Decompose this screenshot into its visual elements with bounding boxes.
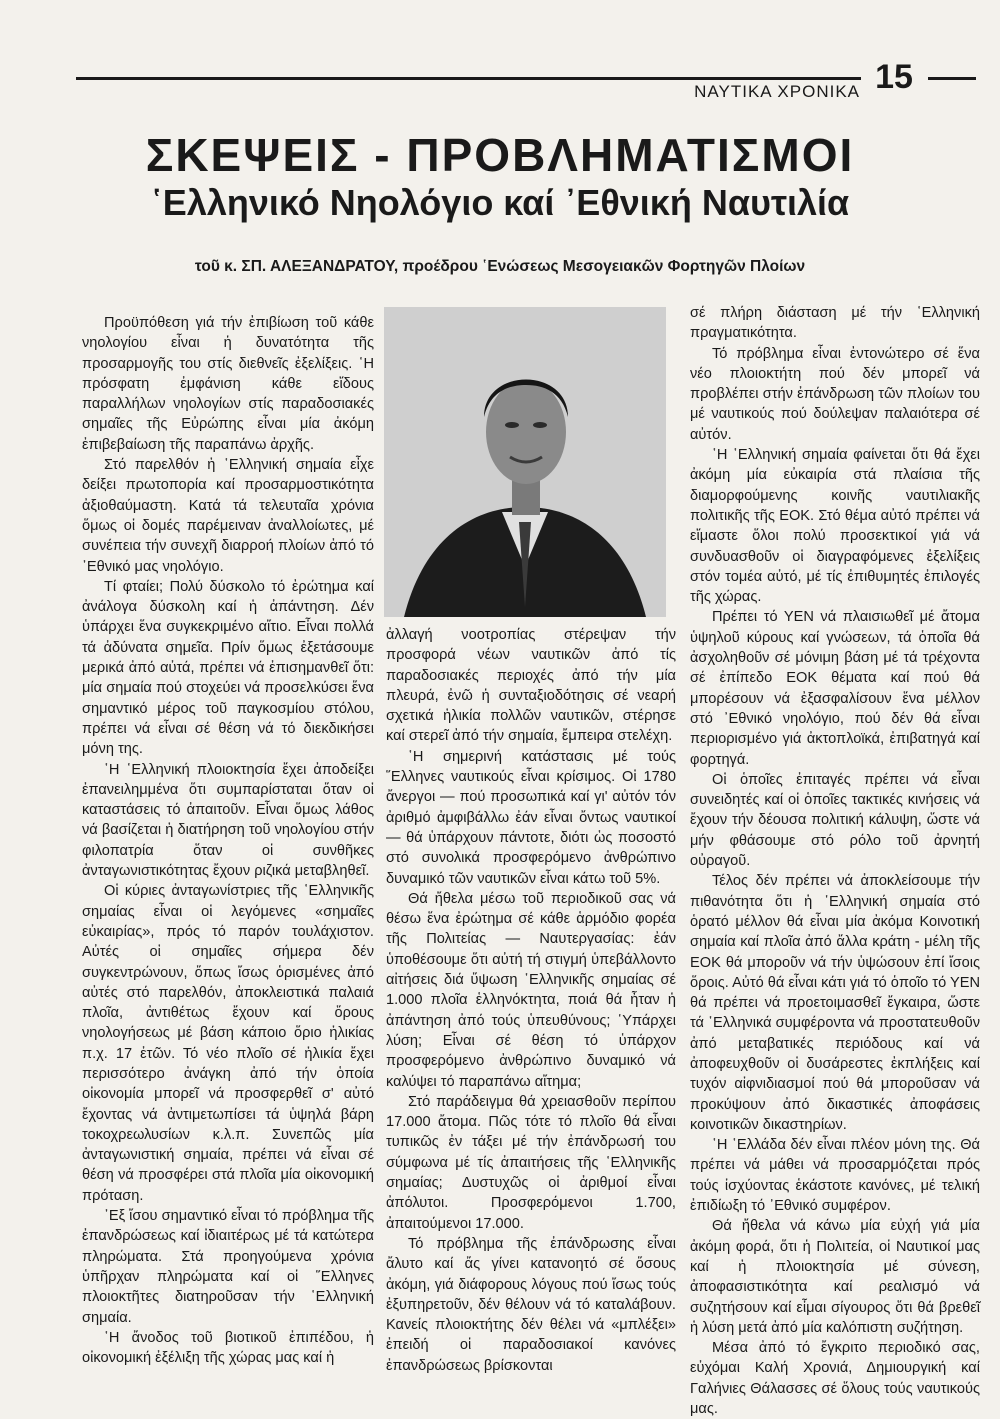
paragraph: σέ πλήρη διάσταση μέ τήν ῾Ελληνική πραγματικότητα. — [690, 305, 980, 342]
paragraph: ῾Η ῾Ελληνική σημαία φαίνεται ὅτι θά ἔχει ἀκόμη μία εὐκαιρία στά πλαίσια τῆς διαμορφούμενης κοινῆς ναυτιλιακῆς πολιτικῆς τῆς ΕΟΚ. Στό θέμα αὐτό πρέπει νά εἴμαστε ὅλοι πολύ προσεκτικοί γιά νά συνδυασθοῦν οἱ διαγραφόμενες ἐξελίξεις στόν τομέα αὐτό, μέ τίς ἐπιθυμητές ἐπιλογές τῆς χώρας. — [690, 447, 980, 606]
paragraph: ἀλλαγή νοοτροπίας στέρεψαν τήν προσφορά νέων ναυτικῶν ἀπό τίς παραδοσιακές περιοχές ἀπό τήν μία πλευρά, ἐνῶ ἡ συνταξιοδότησις σέ νεαρή σχετικά ἡλικία πολλῶν ναυτικῶν, στέρησε καί στερεῖ ἀπό τήν σημαία, ἔμπειρα στελέχη. — [386, 627, 676, 745]
paragraph: Τό πρόβλημα τῆς ἐπάνδρωσης εἶναι ἄλυτο καί ἄς γίνει κατανοητό σέ ὅσους ἀκόμη, γιά διάφορους λόγους πού ἴσως τούς ἐξυπηρετοῦν, δέν θέλουν νά τό καταλάβουν. Κανείς πλοιοκτήτης δέν θέλει νά «μπλέξει» ἐπειδή οἱ παραδοσιακοί κανόνες ἐπανδρώσεως βρίσκονται — [386, 1235, 676, 1374]
article-column-1 — [82, 313, 374, 1368]
article-column-3 — [690, 303, 980, 1419]
paragraph: Τέλος δέν πρέπει νά ἀποκλείσουμε τήν πιθανότητα ὅτι ἡ ῾Ελληνική σημαία στό ὁρατό μέλλον θά εἶναι μία ἀκόμα Κοινοτική σημαία καί πλοῖα ἀπό ἄλλα κράτη - μέλη τῆς ΕΟΚ θά μποροῦν νά τήν ὑψώσουν ἐπί ἴσοις ὅροις. Αὐτό θά εἶναι κάτι γιά τό ὁποῖο τό ΥΕΝ θά πρέπει νά προετοιμασθεῖ ἔγκαιρα, ὥστε τά ῾Ελληνικά συμφέροντα νά προστατευθοῦν ἀπό μεταβατικές περιόδους καί νά ἀποφευχθοῦν οἱ δυσάρεστες ἐκπλήξεις καί τυχόν αἰφνιδιασμοί πού θά μποροῦσαν νά προκύψουν ἀπό δικαστικές ἀποφάσεις κοινοτικῶν δικαστηρίων. — [690, 873, 980, 1133]
publication-name: ΝΑΥΤΙΚΑ ΧΡΟΝΙΚΑ — [694, 82, 860, 101]
page-number: 15 — [875, 58, 913, 96]
paragraph: Τό πρόβλημα εἶναι ἐντονώτερο σέ ἕνα νέο πλοιοκτήτη πού δέν μπορεῖ νά προβλέπει στήν ἐπάνδρωση τῶν πλοίων του μέ ναυτικούς πού δούλεψαν παλαιότερα σέ αὐτόν. — [690, 345, 980, 443]
paragraph: ᾿Εξ ἴσου σημαντικό εἶναι τό πρόβλημα τῆς ἐπανδρώσεως καί ἰδιαιτέρως μέ τά κατώτερα πληρώματα. Στά προηγούμενα χρόνια ὑπῆρχαν πληρώματα καί οἱ ῞Ελληνες πλοιοκτῆτες διατηροῦσαν τήν ῾Ελληνική σημαία. — [82, 1208, 374, 1326]
paragraph: ῾Η ῾Ελλάδα δέν εἶναι πλέον μόνη της. Θά πρέπει νά μάθει νά προσαρμόζεται πρός τούς ἰσχύοντας ἑκάστοτε κανόνες, μέ τελική ἐπιδίωξη τό ᾿Εθνικό συμφέρον. — [690, 1137, 980, 1215]
portrait-illustration — [384, 307, 666, 617]
paragraph: ῾Η ἄνοδος τοῦ βιοτικοῦ ἐπιπέδου, ἡ οἰκονομική ἐξέλιξη τῆς χώρας μας καί ἡ — [82, 1329, 374, 1367]
paragraph: Μέσα ἀπό τό ἔγκριτο περιοδικό σας, εὐχόμαι Καλή Χρονιά, Δημιουργική καί Γαλήνιες Θάλασσες σέ ὅλους τούς ναυτικούς μας. — [690, 1340, 980, 1418]
paragraph: Θά ἤθελα μέσω τοῦ περιοδικοῦ σας νά θέσω ἕνα ἐρώτημα σέ κάθε ἁρμόδιο φορέα τῆς Πολιτείας — Ναυτεργασίας: ἐάν ὑποθέσουμε ὅτι αὐτή τή στιγμή ὑπεβάλλοντο αἰτήσεις διά ὕψωση ῾Ελληνικῆς σημαίας σέ 1.000 πλοῖα ἑλληνόκτητα, ποιά θά ἦταν ἡ ἀπάντηση ἀπό τούς ὑπευθύνους; ῾Υπάρχει λύση; Εἶναι σέ θέση τό ὑπάρχον προσφερόμενο ἀνθρώπινο δυναμικό νά καλύψει τό παραπάνω αἴτημα; — [386, 890, 676, 1090]
paragraph: ῾Η ῾Ελληνική πλοιοκτησία ἔχει ἀποδείξει ἐπανειλημμένα ὅτι συμπαρίσταται ὅταν οἱ καταστάσεις τό ἀπαιτοῦν. Εἶναι ὅμως λάθος νά βασίζεται ἡ διατήρηση τοῦ νηολογίου στήν φιλοπατρία ὅταν οἱ συνθῆκες ἀνταγωνιστικότητας ἔχουν ριζικά μεταβληθεῖ. — [82, 761, 374, 880]
header-rule-left — [76, 77, 861, 80]
paragraph: Στό παράδειγμα θά χρειασθοῦν περίπου 17.000 ἄτομα. Πῶς τότε τό πλοῖο θά εἶναι τυπικῶς ἐν τάξει μέ τήν ἐπάνδρωσή του σύμφωνα μέ τίς ἀπαιτήσεις τῆς ῾Ελληνικῆς σημαίας; Δυστυχῶς οἱ ἀριθμοί εἶναι ἀπόλυτοι. Προσφερόμενοι 1.700, ἀπαιτούμενοι 17.000. — [386, 1093, 676, 1232]
article-subtitle: ῾Ελληνικό Νηολόγιο καί ᾿Εθνική Ναυτιλία — [150, 182, 850, 223]
article-column-2 — [386, 625, 676, 1376]
paragraph: Προϋπόθεση γιά τήν ἐπιβίωση τοῦ κάθε νηολογίου εἶναι ἡ δυνατότητα τῆς προσαρμογῆς του στίς διεθνεῖς ἐξελίξεις. ῾Η πρόσφατη ἐμφάνιση κάθε εἴδους παραλλήλων νηολογίων στίς παραδοσιακές σημαῖες τῆς Εὐρώπης εἶναι μία ἀκόμη ἐπιβεβαίωση τῆς παραπάνω ἀρχῆς. — [82, 315, 374, 453]
paragraph: ῾Η σημερινή κατάστασις μέ τούς ῞Ελληνες ναυτικούς εἶναι κρίσιμος. Οἱ 1780 ἄνεργοι — πού προσωπικά καί γι' αὐτόν τόν ἀριθμό ἀμφιβάλλω ἐάν εἶναι ὄντως ναυτικοί — θά ὑπάρχουν πάντοτε, διότι ὡς ποσοστό στό συνολικά προσφερόμενο ἀνθρώπινο δυναμικό τῶν ναυτικῶν εἶναι κάτω τοῦ 5%. — [386, 748, 676, 887]
paragraph: Οἱ ὁποῖες ἐπιταγές πρέπει νά εἶναι συνειδητές καί οἱ ὁποῖες τακτικές κινήσεις νά ἔχουν τήν δέουσα πολιτική κάλυψη, ὥστε νά μήν φθάσουμε στό ρόλο τοῦ ἀρνητή οὐραγοῦ. — [690, 771, 980, 870]
paragraph: Θά ἤθελα νά κάνω μία εὐχή γιά μία ἀκόμη φορά, ὅτι ἡ Πολιτεία, οἱ Ναυτικοί μας καί ἡ πλοιοκτησία μέ σύνεση, ἀποφασιστικότητα καί ρεαλισμό νά συζητήσουν καί εἶμαι σίγουρος ὅτι θά βρεθεῖ ἡ λύση μετά ἀπό μία καλόπιστη συζήτηση. — [690, 1218, 980, 1336]
header-rule-right — [928, 77, 976, 80]
paragraph: Οἱ κύριες ἀνταγωνίστριες τῆς ῾Ελληνικῆς σημαίας εἶναι οἱ λεγόμενες «σημαῖες εὐκαιρίας», πρός τό παρόν τουλάχιστον. Αὐτές οἱ σημαῖες σήμερα δέν συγκεντρώνουν, ὅπως ἴσως ὁρισμένες ἀπό αὐτές στό παρελθόν, ἀποκλειστικά παλαιά πλοῖα, ἀντιθέτως ἔχουν καί ὅρους νηολογήσεως μέ βάση κάποιο ὅριο ἡλικίας π.χ. 17 ἐτῶν. Τό νέο πλοῖο σέ ἡλικία ἔχει περισσότερο ἀνάγκη ἀπό τήν ὁποία οἰκονομία μπορεῖ νά προσφερθεῖ σ' αὐτό ἔχοντας νά ἀντιμετωπίσει τά ὑψηλά βάρη τοκοχρεωλυσίων κ.λ.π. Συνεπῶς μία ἀνταγωνιστική σημαία, πρέπει νά εἶναι σέ θέση νά προσφέρει στά πλοῖα μία οἰκονομική πρόταση. — [82, 883, 374, 1204]
article-byline: τοῦ κ. ΣΠ. ΑΛΕΞΑΝΔΡΑΤΟΥ, προέδρου ῾Ενώσεως Μεσογειακῶν Φορτηγῶν Πλοίων — [194, 258, 806, 275]
paragraph: Πρέπει τό ΥΕΝ νά πλαισιωθεῖ μέ ἄτομα ὑψηλοῦ κύρους καί γνώσεων, τά ὁποῖα θά ἀσχοληθοῦν σέ μόνιμη βάση μέ τά τρέχοντα σέ ἐπίπεδο ΕΟΚ θέματα καί πού θά μπορέσουν νά ἐξασφαλίσουν ἕνα μέλλον στό ᾿Εθνικό νηολόγιο, πού δέν θά εἶναι περιορισμένο γιά ἀκτοπλοϊκά, ἐπιβατηγά καί φορτηγά. — [690, 609, 980, 768]
paragraph: Στό παρελθόν ἡ ῾Ελληνική σημαία εἶχε δείξει πρωτοπορία καί προσαρμοστικότητα ἀξιοθαύμαστη. Κατά τά τελευταῖα χρόνια ὅμως οἱ δομές παρέμειναν ἀναλλοίωτες, μέ συνέπεια τήν συνεχῆ διαρροή πλοίων ἀπό τό ᾿Εθνικό μας νηολόγιο. — [82, 457, 374, 575]
author-portrait-photo — [384, 307, 666, 617]
article-title: ΣΚΕΨΕΙΣ - ΠΡΟΒΛΗΜΑΤΙΣΜΟΙ — [145, 129, 855, 181]
paragraph: Τί φταίει; Πολύ δύσκολο τό ἐρώτημα καί ἀνάλογα δύσκολη καί ἡ ἀπάντηση. Δέν ὑπάρχει ἕνα συγκεκριμένο αἴτιο. Εἶναι πολλά τά ἀδύνατα σημεῖα. Πρίν ὅμως ἐξετάσουμε μερικά ἀπό αὐτά, πρέπει νά ἐπισημανθεῖ ὅτι: μία σημαία πού στοχεύει νά προσελκύσει ἕνα σημαντικό μέρος τοῦ παγκοσμίου στόλου, πρέπει νά εἶναι σέ θέση νά τό διεκδικήσει μόνη της. — [82, 578, 374, 758]
